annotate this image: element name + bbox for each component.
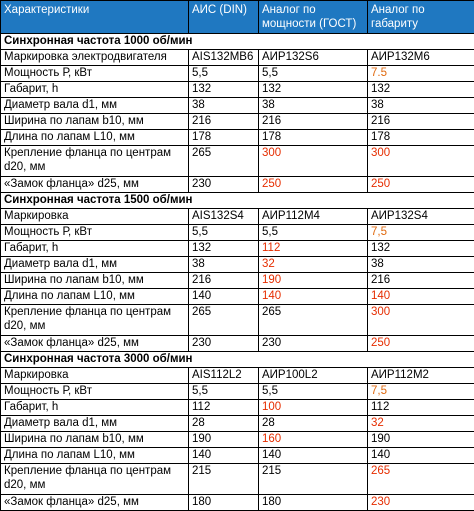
row-value: 250 bbox=[368, 177, 474, 193]
table-row bbox=[1, 130, 474, 146]
table-row bbox=[1, 495, 474, 511]
row-value: 112 bbox=[368, 400, 474, 416]
row-label: Крепление фланца по центрам d20, мм bbox=[1, 305, 189, 336]
row-value: 112 bbox=[189, 400, 259, 416]
row-value: 28 bbox=[259, 416, 368, 432]
row-label: Габарит, h bbox=[1, 400, 189, 416]
table-row bbox=[1, 448, 474, 464]
row-label: Мощность Р, кВт bbox=[1, 384, 189, 400]
section-title: Синхронная частота 1000 об/мин bbox=[1, 34, 474, 50]
row-value: 7,5 bbox=[368, 225, 474, 241]
table-header-row bbox=[1, 1, 474, 34]
row-value: 140 bbox=[368, 289, 474, 305]
row-value: АИР112M4 bbox=[259, 209, 368, 225]
row-label: Крепление фланца по центрам d20, мм bbox=[1, 464, 189, 495]
row-value: 132 bbox=[189, 82, 259, 98]
row-value: 5,5 bbox=[259, 66, 368, 82]
header-ais-din: АИС (DIN) bbox=[189, 1, 259, 34]
row-value: 300 bbox=[368, 146, 474, 177]
row-label: «Замок фланца» d25, мм bbox=[1, 495, 189, 511]
row-value: АИР132S4 bbox=[368, 209, 474, 225]
header-power-analog: Аналог по мощности (ГОСТ) bbox=[259, 1, 368, 34]
table-row bbox=[1, 305, 474, 336]
row-value: 216 bbox=[259, 114, 368, 130]
row-value: 160 bbox=[259, 432, 368, 448]
row-value: 38 bbox=[189, 98, 259, 114]
table-row bbox=[1, 146, 474, 177]
row-value: 300 bbox=[259, 146, 368, 177]
row-label: Маркировка bbox=[1, 368, 189, 384]
row-value: 38 bbox=[368, 257, 474, 273]
table-row bbox=[1, 50, 474, 66]
row-label: Длина по лапам L10, мм bbox=[1, 130, 189, 146]
row-label: Маркировка bbox=[1, 209, 189, 225]
row-value: 140 bbox=[189, 289, 259, 305]
section-title: Синхронная частота 1500 об/мин bbox=[1, 193, 474, 209]
row-value: 132 bbox=[368, 241, 474, 257]
row-value: 140 bbox=[368, 448, 474, 464]
row-value: 140 bbox=[189, 448, 259, 464]
row-label: Ширина по лапам b10, мм bbox=[1, 432, 189, 448]
row-value: 112 bbox=[259, 241, 368, 257]
header-size-analog: Аналог по габариту bbox=[368, 1, 474, 34]
row-label: Ширина по лапам b10, мм bbox=[1, 273, 189, 289]
row-label: Диаметр вала d1, мм bbox=[1, 257, 189, 273]
row-value: 180 bbox=[259, 495, 368, 511]
table-row bbox=[1, 257, 474, 273]
row-value: 38 bbox=[259, 98, 368, 114]
table-row bbox=[1, 336, 474, 352]
row-value: 215 bbox=[189, 464, 259, 495]
row-value: AIS112L2 bbox=[189, 368, 259, 384]
row-label: Длина по лапам L10, мм bbox=[1, 448, 189, 464]
row-value: 230 bbox=[259, 336, 368, 352]
row-value: 230 bbox=[368, 495, 474, 511]
row-value: АИР132S6 bbox=[259, 50, 368, 66]
row-label: Мощность Р, кВт bbox=[1, 225, 189, 241]
row-value: 180 bbox=[189, 495, 259, 511]
row-value: АИР112M2 bbox=[368, 368, 474, 384]
table-row bbox=[1, 432, 474, 448]
row-value: 140 bbox=[259, 448, 368, 464]
row-value: 140 bbox=[259, 289, 368, 305]
row-value: 190 bbox=[189, 432, 259, 448]
row-value: 7,5 bbox=[368, 384, 474, 400]
row-value: 250 bbox=[259, 177, 368, 193]
table-row bbox=[1, 273, 474, 289]
row-value: 178 bbox=[189, 130, 259, 146]
row-value: 5,5 bbox=[259, 384, 368, 400]
row-value: 216 bbox=[189, 273, 259, 289]
row-value: 265 bbox=[189, 305, 259, 336]
row-value: 32 bbox=[368, 416, 474, 432]
row-value: 5,5 bbox=[189, 225, 259, 241]
row-label: Диаметр вала d1, мм bbox=[1, 98, 189, 114]
row-value: 28 bbox=[189, 416, 259, 432]
row-label: Маркировка электродвигателя bbox=[1, 50, 189, 66]
row-value: 265 bbox=[259, 305, 368, 336]
row-label: Мощность Р, кВт bbox=[1, 66, 189, 82]
section-header-row bbox=[1, 352, 474, 368]
row-value: 5,5 bbox=[189, 384, 259, 400]
row-value: 5,5 bbox=[259, 225, 368, 241]
table-row bbox=[1, 241, 474, 257]
table-row bbox=[1, 66, 474, 82]
row-label: Диаметр вала d1, мм bbox=[1, 416, 189, 432]
row-value: 300 bbox=[368, 305, 474, 336]
row-label: Габарит, h bbox=[1, 241, 189, 257]
table-row bbox=[1, 177, 474, 193]
table-row bbox=[1, 98, 474, 114]
row-value: 38 bbox=[189, 257, 259, 273]
table-row bbox=[1, 225, 474, 241]
table-row bbox=[1, 384, 474, 400]
row-value: 216 bbox=[368, 114, 474, 130]
table-row bbox=[1, 368, 474, 384]
row-label: «Замок фланца» d25, мм bbox=[1, 177, 189, 193]
row-value: 216 bbox=[368, 273, 474, 289]
section-header-row bbox=[1, 193, 474, 209]
row-label: Габарит, h bbox=[1, 82, 189, 98]
row-value: 215 bbox=[259, 464, 368, 495]
row-value: 265 bbox=[189, 146, 259, 177]
section-title: Синхронная частота 3000 об/мин bbox=[1, 352, 474, 368]
row-value: АИР132M6 bbox=[368, 50, 474, 66]
row-label: Ширина по лапам b10, мм bbox=[1, 114, 189, 130]
row-label: «Замок фланца» d25, мм bbox=[1, 336, 189, 352]
row-value: AIS132S4 bbox=[189, 209, 259, 225]
table-row bbox=[1, 114, 474, 130]
row-value: 178 bbox=[368, 130, 474, 146]
table-row bbox=[1, 400, 474, 416]
table-row bbox=[1, 82, 474, 98]
table-row bbox=[1, 416, 474, 432]
row-value: 265 bbox=[368, 464, 474, 495]
row-value: 132 bbox=[368, 82, 474, 98]
row-value: 190 bbox=[368, 432, 474, 448]
row-value: 178 bbox=[259, 130, 368, 146]
row-value: 132 bbox=[189, 241, 259, 257]
row-label: Крепление фланца по центрам d20, мм bbox=[1, 146, 189, 177]
row-label: Длина по лапам L10, мм bbox=[1, 289, 189, 305]
table-body bbox=[1, 34, 474, 511]
row-value: 100 bbox=[259, 400, 368, 416]
table-row bbox=[1, 209, 474, 225]
row-value: 38 bbox=[368, 98, 474, 114]
row-value: 132 bbox=[259, 82, 368, 98]
section-header-row bbox=[1, 34, 474, 50]
row-value: 250 bbox=[368, 336, 474, 352]
row-value: 32 bbox=[259, 257, 368, 273]
row-value: 7.5 bbox=[368, 66, 474, 82]
header-characteristics: Характеристики bbox=[1, 1, 189, 34]
row-value: 5,5 bbox=[189, 66, 259, 82]
row-value: 230 bbox=[189, 336, 259, 352]
row-value: 216 bbox=[189, 114, 259, 130]
row-value: AIS132MB6 bbox=[189, 50, 259, 66]
row-value: 190 bbox=[259, 273, 368, 289]
row-value: АИР100L2 bbox=[259, 368, 368, 384]
table-row bbox=[1, 289, 474, 305]
row-value: 230 bbox=[189, 177, 259, 193]
